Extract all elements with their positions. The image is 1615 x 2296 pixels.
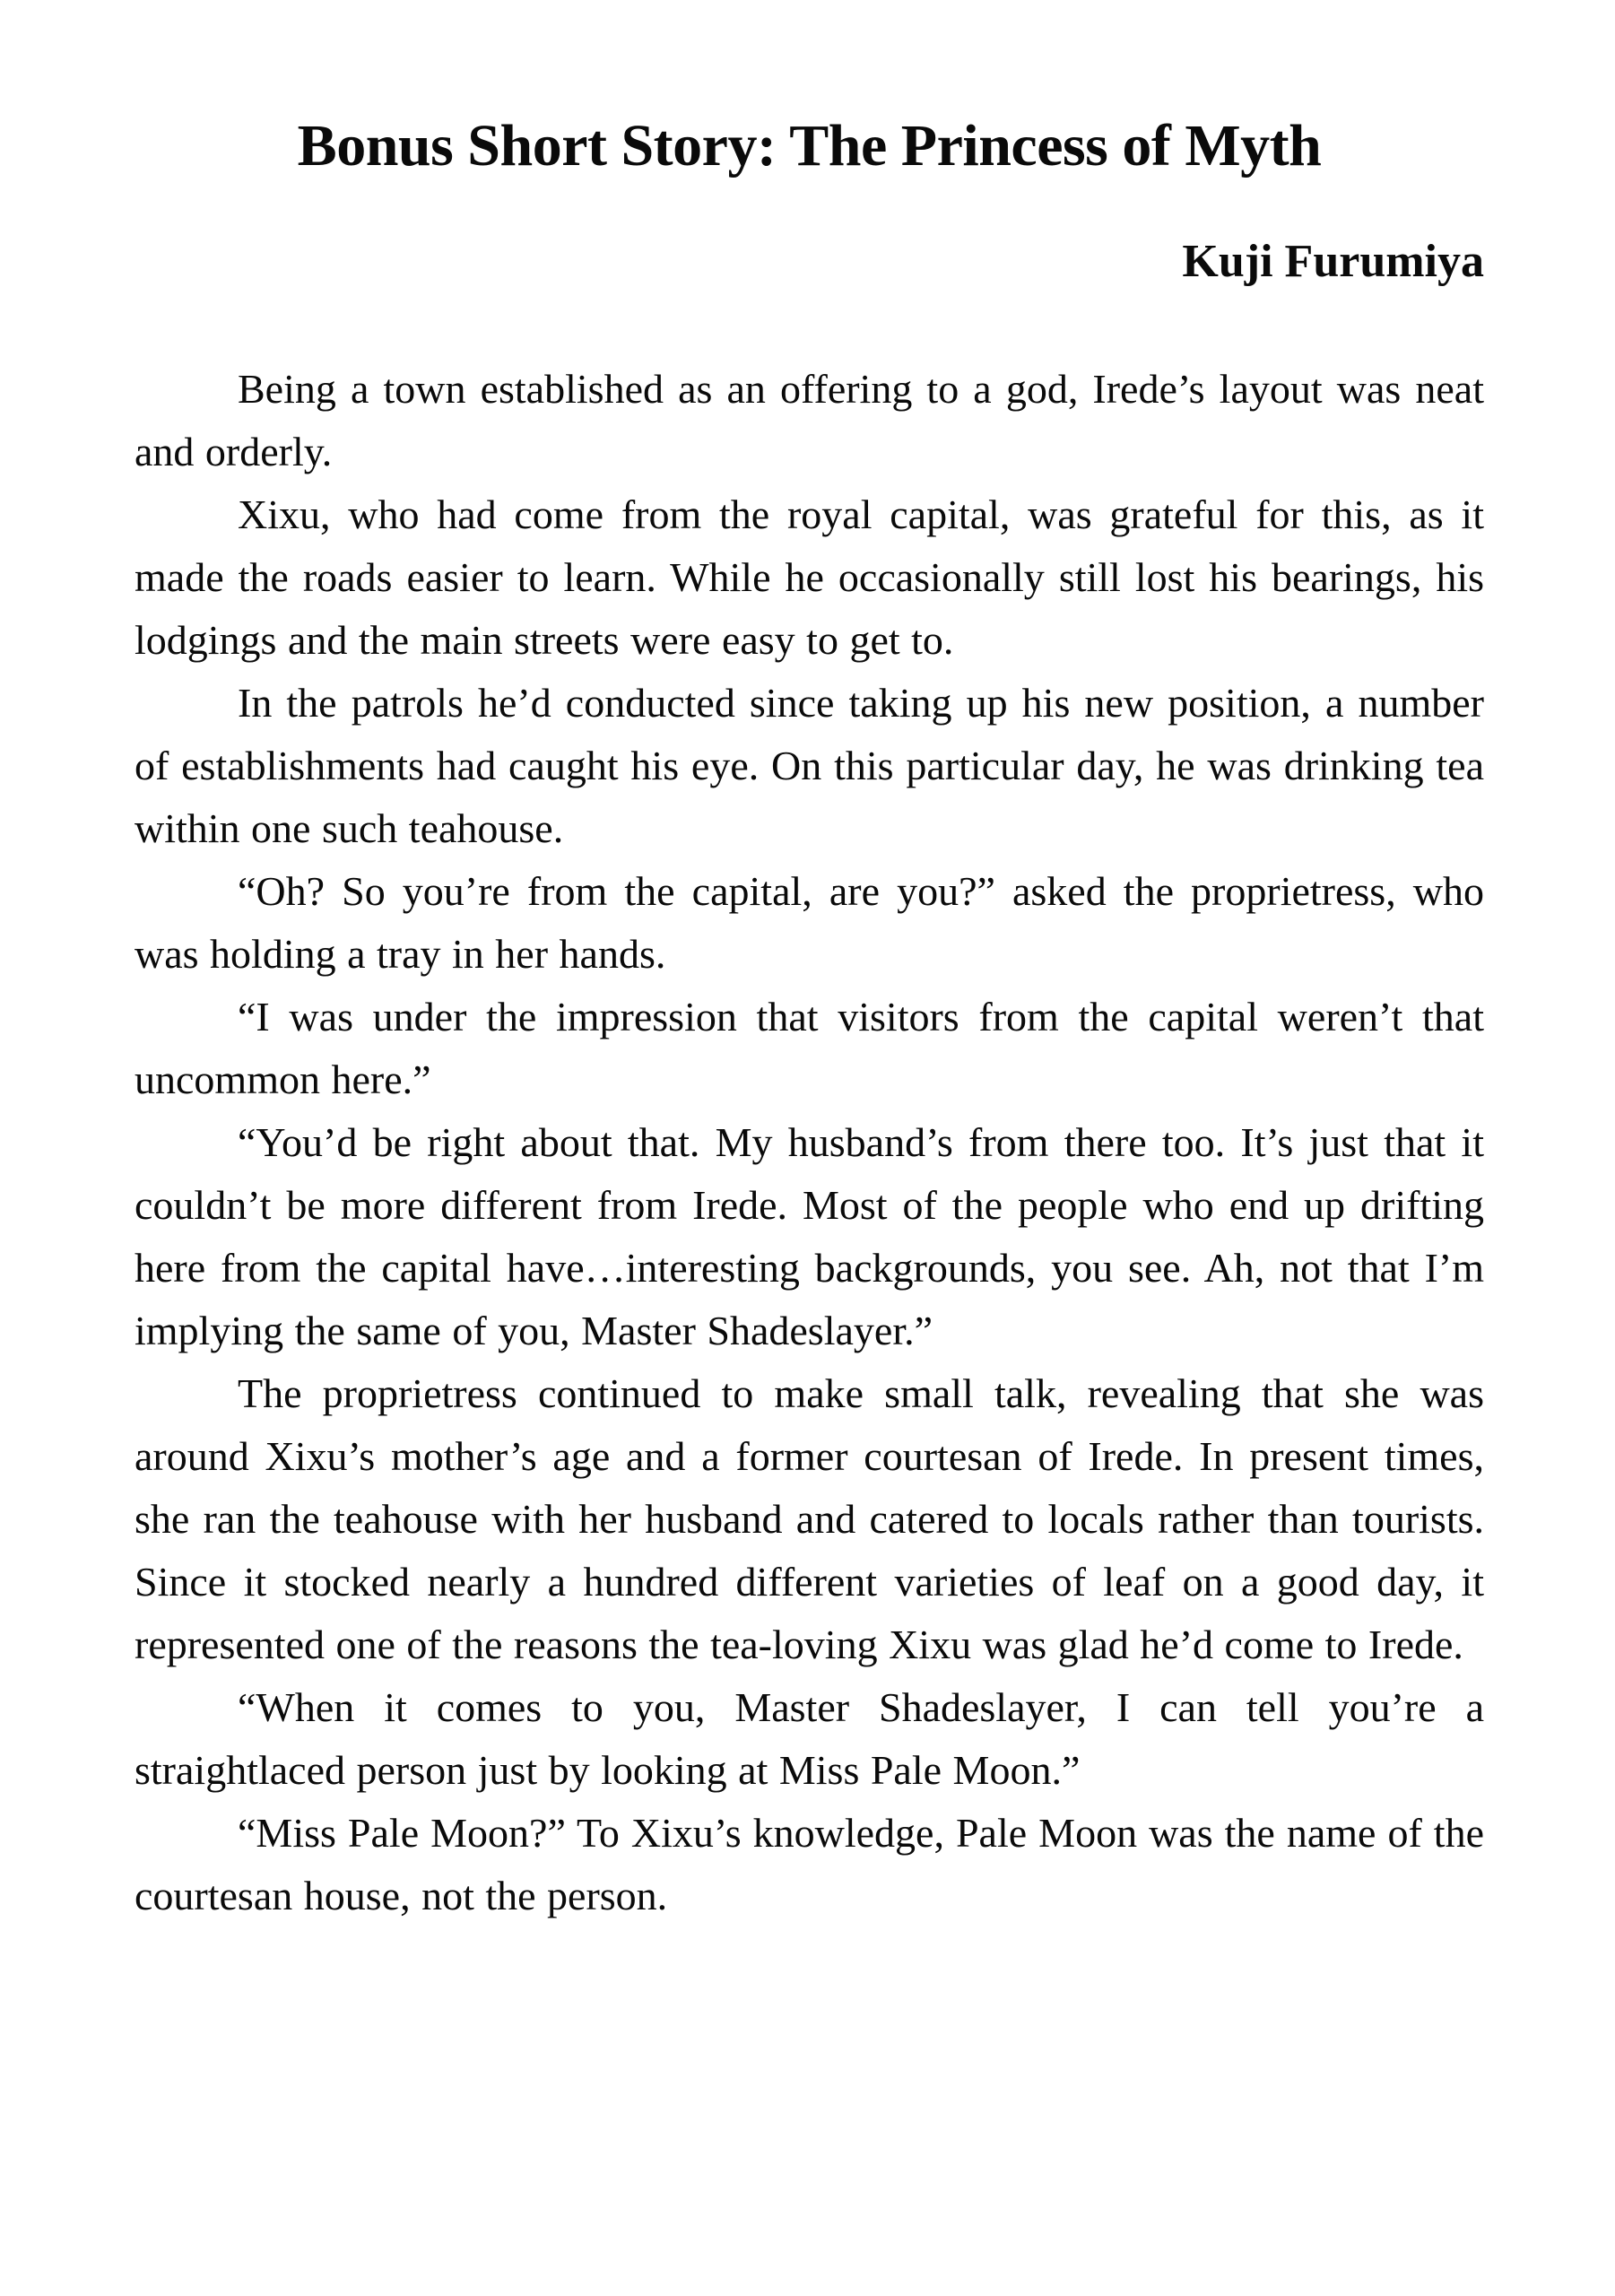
story-paragraph: Being a town established as an offering to a god, Irede’s layout was neat and orderly. xyxy=(135,365,1484,474)
story-paragraph: Xixu, who had come from the royal capital, was grateful for this, as it made the roads easier to learn. While he occasionally still lost his bearings, his lodgings and the main streets were easy to get to. xyxy=(135,491,1484,663)
story-paragraph: “Miss Pale Moon?” To Xixu’s knowledge, Pale Moon was the name of the courtesan house, not the person. xyxy=(135,1809,1484,1918)
story-paragraph: “You’d be right about that. My husband’s from there too. It’s just that it couldn’t be more different from Irede. Most of the people who end up drifting here from the capital have…interesting backgrounds, you see. Ah, not that I’m implying the same of you, Master Shadeslayer.” xyxy=(135,1118,1484,1353)
story-body xyxy=(135,358,1484,1927)
story-paragraph: “When it comes to you, Master Shadeslayer, I can tell you’re a straightlaced person just by looking at Miss Pale Moon.” xyxy=(135,1683,1484,1793)
page-title: Bonus Short Story: The Princess of Myth xyxy=(297,113,1322,178)
story-paragraph: “I was under the impression that visitors from the capital weren’t that uncommon here.” xyxy=(135,993,1484,1102)
author-byline: Kuji Furumiya xyxy=(1182,235,1484,287)
story-paragraph: In the patrols he’d conducted since taking up his new position, a number of establishments had caught his eye. On this particular day, he was drinking tea within one such teahouse. xyxy=(135,679,1484,851)
story-paragraph: The proprietress continued to make small talk, revealing that she was around Xixu’s mother’s age and a former courtesan of Irede. In present times, she ran the teahouse with her husband and catered to locals rather than tourists. Since it stocked nearly a hundred different varieties of leaf on a good day, it represented one of the reasons the tea-loving Xixu was glad he’d come to Irede. xyxy=(135,1370,1484,1667)
story-paragraph: “Oh? So you’re from the capital, are you?” asked the proprietress, who was holding a tray in her hands. xyxy=(135,867,1484,977)
